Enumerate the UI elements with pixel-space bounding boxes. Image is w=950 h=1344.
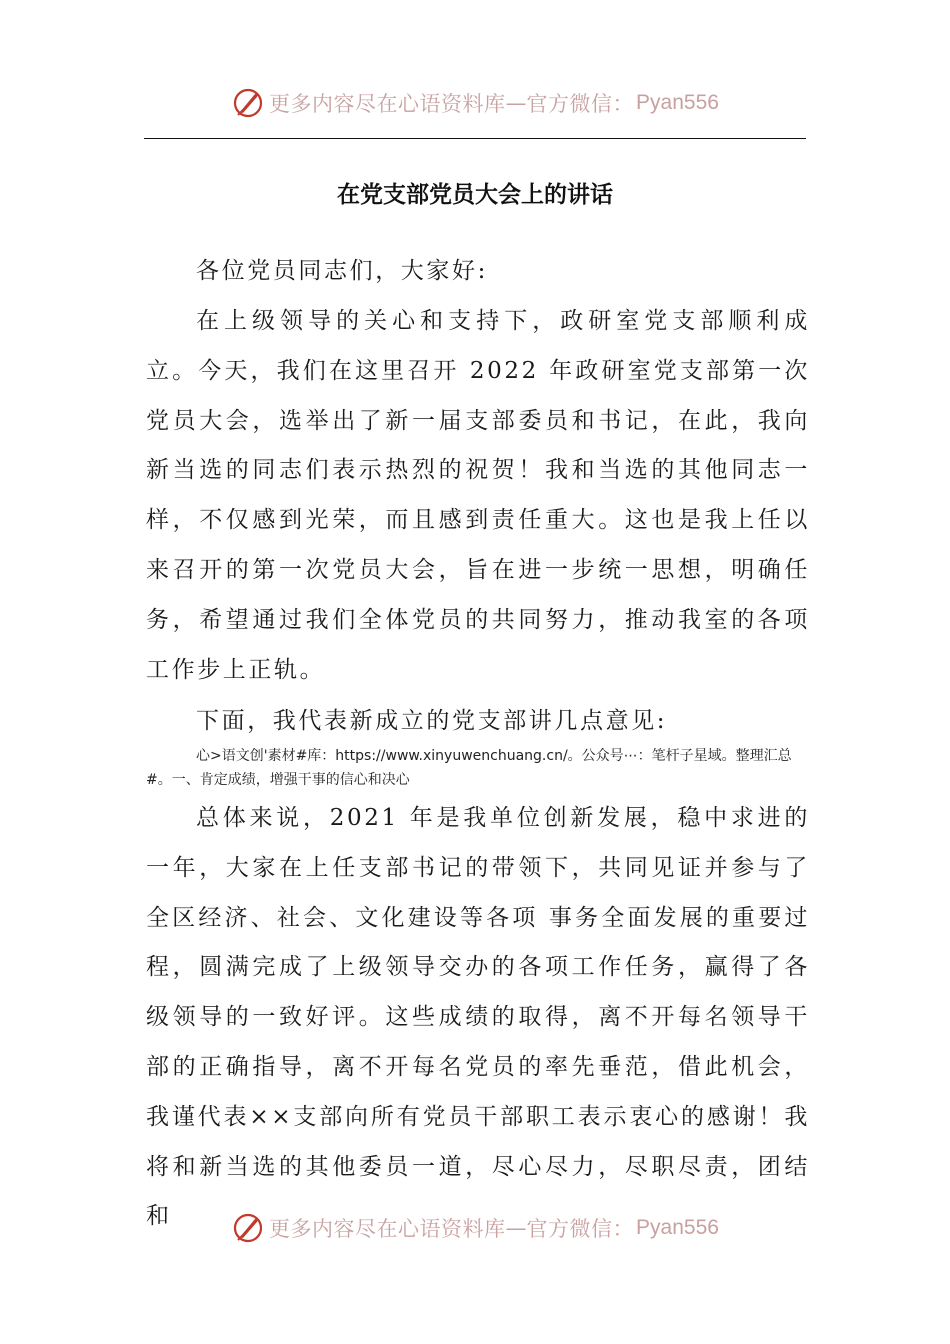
watermark-wechat-id: Pyan556: [636, 1216, 719, 1239]
greeting-paragraph: 各位党员同志们，大家好:: [196, 258, 488, 284]
header-watermark: [0, 83, 950, 123]
body-paragraph-2: 下面，我代表新成立的党支部讲几点意见:: [196, 708, 668, 734]
watermark-text: 更多内容尽在心语资料库: [269, 92, 506, 116]
quill-logo-icon: [231, 1211, 265, 1245]
footer-watermark: [0, 1208, 950, 1248]
watermark-label: 官方微信：: [526, 1217, 635, 1241]
watermark-separator: —: [505, 1216, 527, 1240]
header-rule: [144, 138, 806, 139]
watermark-wechat-id: Pyan556: [636, 91, 719, 114]
watermark-label: 官方微信：: [526, 92, 635, 116]
quill-logo-icon: [231, 86, 265, 120]
source-note: 心>语文创'素材#库：https://www.xinyuwenchuang.cn/。公众号⋯：笔杆子星域。整理汇总#。一、肯定成绩，增强干事的信心和决心: [146, 748, 792, 788]
watermark-separator: —: [505, 91, 527, 115]
document-title: 在党支部党员大会上的讲话: [337, 182, 613, 208]
body-paragraph-1: 在上级领导的关心和支持下，政研室党支部顺利成立。今天，我们在这里召开 2022 年政研室党支部第一次党员大会，选举出了新一届支部委员和书记，在此，我向新当选的同志们表示热烈的祝贺！我和当选的其他同志一样，不仅感到光荣，而且感到责任重大。这也是我上任以来召开的第一次党员大会，旨在进一步统一思想，明确任务，希望通过我们全体党员的共同努力，推动我室的各项工作步上正轨。: [146, 308, 810, 683]
body-paragraph-3: 总体来说，2021 年是我单位创新发展，稳中求进的一年，大家在上任支部书记的带领下，共同见证并参与了全区经济、社会、文化建设等各项 事务全面发展的重要过程，圆满完成了上级领导交办的各项工作任务，赢得了各级领导的一致好评。这些成绩的取得，离不开每名领导干部的正确指导，离不开每名党员的率先垂范，借此机会，我谨代表××支部向所有党员干部职工表示衷心的感谢！我将和新当选的其他委员一道，尽心尽力，尽职尽责，团结和: [146, 805, 810, 1230]
watermark-text: 更多内容尽在心语资料库: [269, 1217, 506, 1241]
